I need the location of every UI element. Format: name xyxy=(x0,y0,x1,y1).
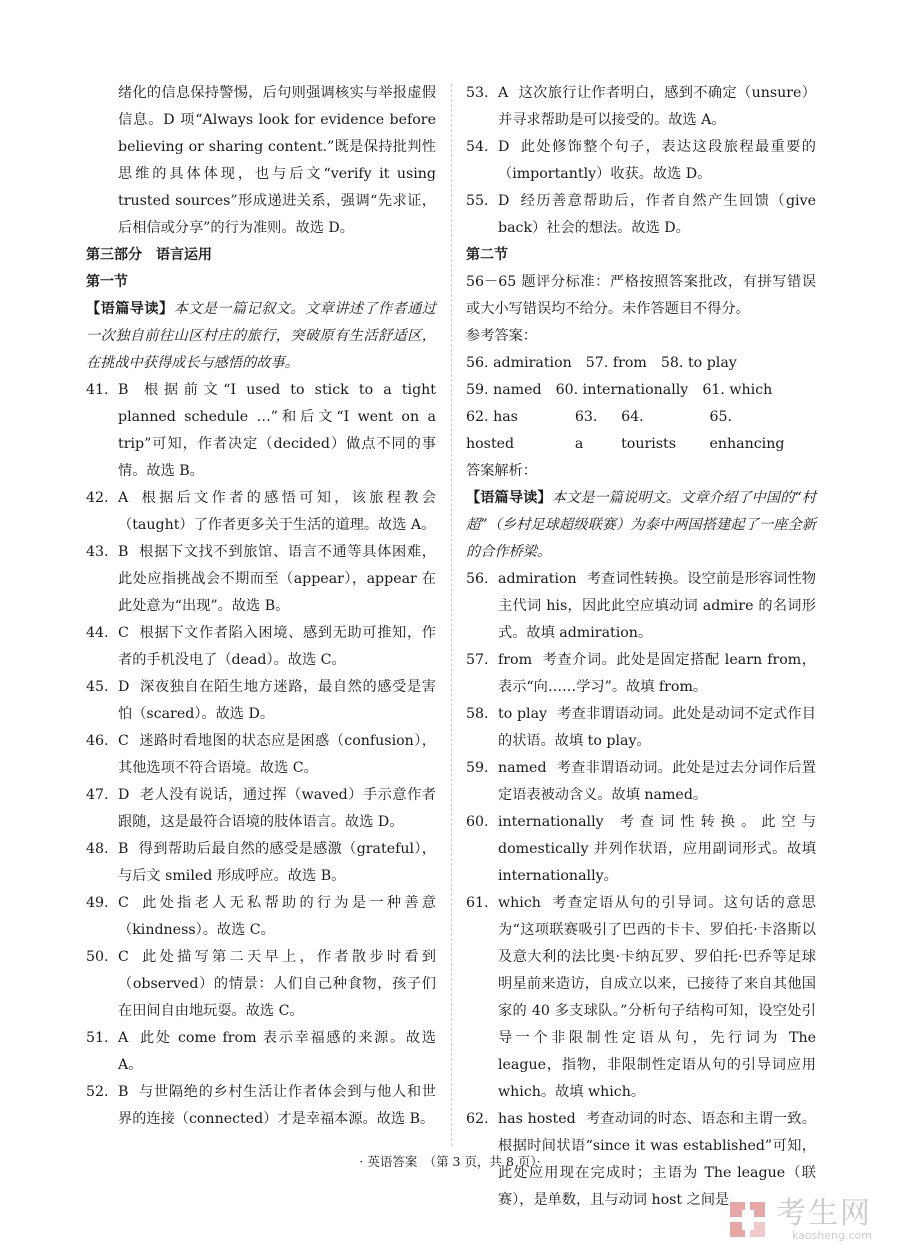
item-number: 61. xyxy=(466,895,489,911)
reference-answers xyxy=(466,350,816,458)
item-answer: A xyxy=(118,1030,129,1046)
item-body xyxy=(498,755,816,809)
item-answer: A xyxy=(498,85,509,101)
answer-item xyxy=(86,782,436,836)
item-explanation: 此处描写第二天早上，作者散步时看到（observed）的情景：人们自己种食物，孩子们在田间自由地玩耍。故选 C。 xyxy=(118,949,436,1019)
guide-text: 本文是一篇记叙文。文章讲述了作者通过一次独自前往山区村庄的旅行，突破原有生活舒适区，在挑战中获得成长与感悟的故事。 xyxy=(86,301,436,371)
item-body xyxy=(118,782,436,836)
scoring-standard: 56－65 题评分标准：严格按照答案批改，有拼写错误或大小写错误均不给分。未作答题目不得分。 xyxy=(466,274,816,317)
item-explanation: 此处指老人无私帮助的行为是一种善意（kindness）。故选 C。 xyxy=(118,895,436,938)
item-answer: C xyxy=(118,895,129,911)
item-answer: C xyxy=(118,733,129,749)
item-body xyxy=(118,890,436,944)
reference-answer: 64. tourists xyxy=(621,409,677,452)
reference-answer: 63. a xyxy=(574,409,598,452)
item-answer: C xyxy=(118,625,129,641)
analysis-item xyxy=(466,755,816,809)
watermark-domain: kaosheng.com xyxy=(791,1229,872,1242)
item-number: 58. xyxy=(466,706,489,722)
item-body xyxy=(118,539,436,620)
reference-answer: 59. named xyxy=(466,382,542,398)
answer-item xyxy=(86,377,436,485)
item-answer: from xyxy=(498,652,533,668)
item-explanation: 此处修饰整个句子，表达这段旅程最重要的（importantly）收获。故选 D。 xyxy=(498,139,816,182)
answer-item xyxy=(86,728,436,782)
item-body xyxy=(498,701,816,755)
item-explanation: 根据前文“I used to stick to a tight planned schedule …”和后文“I went on a trip”可知，作者决定（decided）做点不同的事情。故选 B。 xyxy=(118,382,436,479)
item-body xyxy=(118,620,436,674)
item-answer: B xyxy=(118,544,129,560)
item-body xyxy=(498,890,816,1106)
reading-guide-2 xyxy=(466,485,816,566)
item-number: 52. xyxy=(86,1084,109,1100)
item-explanation: 经历善意帮助后，作者自然产生回馈（give back）社会的想法。故选 D。 xyxy=(498,193,816,236)
item-answer: B xyxy=(118,382,129,398)
item-explanation: 考查词性转换。设空前是形容词性物主代词 his，因此此空应填动词 admire 的名词形式。故填 admiration。 xyxy=(498,571,816,641)
item-number: 57. xyxy=(466,652,489,668)
kaosheng-logo-icon xyxy=(728,1200,768,1240)
answer-item xyxy=(466,134,816,188)
item-explanation: 考查非谓语动词。此处是过去分词作后置定语表被动含义。故填 named。 xyxy=(498,760,816,803)
item-number: 47. xyxy=(86,787,109,803)
reference-answer-row xyxy=(466,350,816,377)
item-body xyxy=(498,188,816,242)
item-number: 43. xyxy=(86,544,109,560)
watermark-text: 考生网 xyxy=(776,1196,872,1231)
item-body xyxy=(118,1079,436,1133)
item-answer: C xyxy=(118,949,129,965)
guide-label: 【语篇导读】 xyxy=(86,301,174,317)
item-answer: B xyxy=(118,1084,129,1100)
item-number: 56. xyxy=(466,571,489,587)
item-body xyxy=(498,647,816,701)
answer-item xyxy=(86,620,436,674)
item-number: 48. xyxy=(86,841,109,857)
answer-item xyxy=(86,539,436,620)
column-divider xyxy=(451,84,452,1146)
reference-answer: 57. from xyxy=(585,355,647,371)
reference-answer: 60. internationally xyxy=(555,382,689,398)
page-footer: · 英语答案 （第 3 页，共 8 页）· xyxy=(359,1154,541,1169)
item-number: 49. xyxy=(86,895,109,911)
item-answer: named xyxy=(498,760,547,776)
item-answer: D xyxy=(498,139,510,155)
answer-list-53-55 xyxy=(466,80,816,242)
item-explanation: 此处 come from 表示幸福感的来源。故选 A。 xyxy=(118,1030,436,1073)
item-number: 51. xyxy=(86,1030,109,1046)
item-body xyxy=(118,836,436,890)
item-number: 54. xyxy=(466,139,489,155)
item-body xyxy=(498,566,816,647)
item-answer: which xyxy=(498,895,541,911)
guide-text: 本文是一篇说明文。文章介绍了中国的“村超”（乡村足球超级联赛）为泰中两国搭建起了一座全新的合作桥梁。 xyxy=(466,490,816,560)
answer-item xyxy=(86,836,436,890)
answer-item xyxy=(466,188,816,242)
item-body xyxy=(118,377,436,485)
analysis-list-56-62 xyxy=(466,566,816,1214)
reference-answer-row xyxy=(466,377,816,404)
item-explanation: 考查非谓语动词。此处是动词不定式作目的状语。故填 to play。 xyxy=(498,706,816,749)
reference-answer-row xyxy=(466,404,816,458)
item-number: 60. xyxy=(466,814,489,830)
item-explanation: 考查介词。此处是固定搭配 learn from，表示“向……学习”。故填 from。 xyxy=(498,652,816,695)
analysis-item xyxy=(466,566,816,647)
item-explanation: 深夜独自在陌生地方迷路，最自然的感受是害怕（scared）。故选 D。 xyxy=(118,679,436,722)
item-answer: A xyxy=(118,490,129,506)
item-body xyxy=(118,1025,436,1079)
analysis-item xyxy=(466,701,816,755)
section2-heading: 第二节 xyxy=(466,247,508,263)
reference-answer: 65. enhancing xyxy=(709,409,785,452)
reference-answer: 61. which xyxy=(702,382,773,398)
reference-answer-label: 参考答案： xyxy=(466,328,537,344)
item-number: 62. xyxy=(466,1111,489,1127)
item-number: 46. xyxy=(86,733,109,749)
reference-answer: 62. has hosted xyxy=(466,409,518,452)
answer-item xyxy=(86,485,436,539)
item-body xyxy=(118,944,436,1025)
guide-label: 【语篇导读】 xyxy=(466,490,552,506)
item-number: 55. xyxy=(466,193,489,209)
item-explanation: 得到帮助后最自然的感受是感激（grateful），与后文 smiled 形成呼应。故选 B。 xyxy=(118,841,436,884)
right-column xyxy=(466,80,816,1214)
item-body xyxy=(498,80,816,134)
item-body xyxy=(118,485,436,539)
item-body xyxy=(118,674,436,728)
answer-item xyxy=(86,1079,436,1133)
item-explanation: 根据后文作者的感悟可知，该旅程教会（taught）了作者更多关于生活的道理。故选 A。 xyxy=(118,490,436,533)
analysis-item xyxy=(466,809,816,890)
part3-heading: 第三部分 语言运用 xyxy=(86,247,212,263)
item-answer: internationally xyxy=(498,814,604,830)
section1-heading: 第一节 xyxy=(86,274,128,290)
answer-item xyxy=(86,944,436,1025)
item-number: 53. xyxy=(466,85,489,101)
analysis-item xyxy=(466,890,816,1106)
left-column xyxy=(86,80,436,1133)
item-answer: D xyxy=(498,193,510,209)
item-number: 50. xyxy=(86,949,109,965)
item-number: 45. xyxy=(86,679,109,695)
item-explanation: 根据下文找不到旅馆、语言不通等具体困难，此处应指挑战会不期而至（appear），appear 在此处意为“出现”。故选 B。 xyxy=(118,544,436,614)
item-explanation: 迷路时看地图的状态应是困惑（confusion），其他选项不符合语境。故选 C。 xyxy=(118,733,436,776)
answer-list-41-52 xyxy=(86,377,436,1133)
item-explanation: 老人没有说话，通过挥（waved）手示意作者跟随，这是最符合语境的肢体语言。故选 D。 xyxy=(118,787,436,830)
item-explanation: 与世隔绝的乡村生活让作者体会到与他人和世界的连接（connected）才是幸福本源。故选 B。 xyxy=(118,1084,436,1127)
analysis-item xyxy=(466,647,816,701)
answer-item xyxy=(86,1025,436,1079)
reference-answer: 58. to play xyxy=(660,355,737,371)
item-explanation: 这次旅行让作者明白，感到不确定（unsure）并寻求帮助是可以接受的。故选 A。 xyxy=(498,85,816,128)
answer-item xyxy=(86,890,436,944)
reference-answer: 56. admiration xyxy=(466,355,572,371)
item-answer: admiration xyxy=(498,571,577,587)
item-answer: B xyxy=(118,841,129,857)
item-explanation: 考查定语从句的引导词。这句话的意思为“这项联赛吸引了巴西的卡卡、罗伯托·卡洛斯以及意大利的法比奥·卡纳瓦罗、罗伯托·巴乔等足球明星前来造访，自成立以来，已接待了来自其他国家的 40 多支球队。”分析句子结构可知，设空处引导一个非限制性定语从句，先行词为 The league，指物，非限制性定语从句的引导词应用 which。故填 which。 xyxy=(498,895,816,1100)
answer-item xyxy=(86,674,436,728)
item-body xyxy=(498,134,816,188)
watermark-logo xyxy=(728,1198,872,1242)
item-answer: has hosted xyxy=(498,1111,576,1127)
item-explanation: 根据下文作者陷入困境、感到无助可推知，作者的手机没电了（dead）。故选 C。 xyxy=(118,625,436,668)
item-number: 41. xyxy=(86,382,109,398)
item-explanation: 考查动词的时态、语态和主谓一致。根据时间状语“since it was established”可知，此处应用现在完成时；主语为 The league（联赛），是单数，且与动词 host 之间是 xyxy=(498,1111,816,1208)
explanation-label: 答案解析： xyxy=(466,463,537,479)
item-body xyxy=(118,728,436,782)
item-answer: D xyxy=(118,679,130,695)
item-body xyxy=(498,809,816,890)
item-number: 42. xyxy=(86,490,109,506)
item-explanation: 考查词性转换。此空与 domestically 并列作状语，应用副词形式。故填 internationally。 xyxy=(498,814,816,884)
item-answer: D xyxy=(118,787,130,803)
continued-paragraph: 绪化的信息保持警惕，后句则强调核实与举报虚假信息。D 项“Always look for evidence before believing or sharing content.”既是保持批判性思维的具体体现，也与后文“verify it using trusted sources”形成递进关系，强调“先求证，后相信或分享”的行为准则。故选 D。 xyxy=(118,85,436,236)
item-number: 44. xyxy=(86,625,109,641)
answer-item xyxy=(466,80,816,134)
reading-guide-1 xyxy=(86,296,436,377)
item-number: 59. xyxy=(466,760,489,776)
item-answer: to play xyxy=(498,706,548,722)
